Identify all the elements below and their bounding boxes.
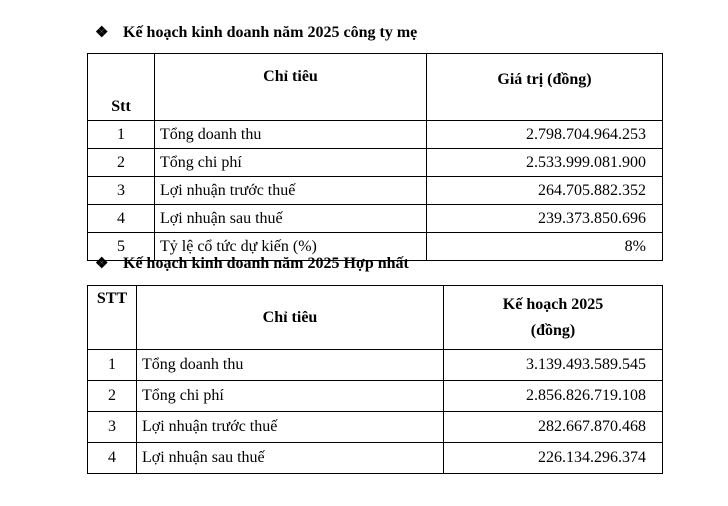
row-value: 2.798.704.964.253 <box>427 121 663 149</box>
parent-company-plan-table <box>87 53 663 261</box>
row-indicator: Lợi nhuận sau thuế <box>137 443 444 474</box>
table-header-row <box>88 54 663 121</box>
column-header-value: Giá trị (đồng) <box>427 54 663 121</box>
row-indicator: Tỷ lệ cổ tức dự kiến (%) <box>155 233 427 261</box>
row-stt: 5 <box>88 233 155 261</box>
row-indicator: Tổng chi phí <box>137 381 444 412</box>
header-line-2: (đồng) <box>530 321 576 339</box>
table-header-row <box>88 286 663 350</box>
column-header-plan-2025 <box>444 286 663 350</box>
row-indicator: Tổng doanh thu <box>155 121 427 149</box>
table-row <box>88 149 663 177</box>
column-header-stt: STT <box>88 286 137 350</box>
table-row <box>88 205 663 233</box>
row-indicator: Lợi nhuận sau thuế <box>155 205 427 233</box>
row-value: 226.134.296.374 <box>444 443 663 474</box>
row-indicator: Lợi nhuận trước thuế <box>137 412 444 443</box>
row-indicator: Tổng doanh thu <box>137 350 444 381</box>
header-line-1: Kế hoạch 2025 <box>502 295 604 313</box>
row-stt: 1 <box>88 350 137 381</box>
table-row <box>88 412 663 443</box>
diamond-bullet-icon: ❖ <box>95 256 109 272</box>
section-heading-consolidated <box>95 254 409 274</box>
row-stt: 2 <box>88 381 137 412</box>
row-stt: 3 <box>88 412 137 443</box>
row-value: 282.667.870.468 <box>444 412 663 443</box>
row-value: 239.373.850.696 <box>427 205 663 233</box>
heading-text: Kế hoạch kinh doanh năm 2025 Hợp nhất <box>123 255 409 272</box>
table-row <box>88 381 663 412</box>
row-value: 8% <box>427 233 663 261</box>
row-indicator: Tổng chi phí <box>155 149 427 177</box>
row-stt: 2 <box>88 149 155 177</box>
consolidated-plan-table <box>87 285 663 474</box>
row-stt: 4 <box>88 443 137 474</box>
section-heading-parent-company <box>95 23 417 43</box>
column-header-stt: Stt <box>88 54 155 121</box>
table-row <box>88 121 663 149</box>
row-stt: 4 <box>88 205 155 233</box>
table-row <box>88 350 663 381</box>
row-value: 2.533.999.081.900 <box>427 149 663 177</box>
diamond-bullet-icon: ❖ <box>95 25 109 41</box>
column-header-indicator: Chỉ tiêu <box>155 54 427 121</box>
table-row <box>88 443 663 474</box>
row-value: 3.139.493.589.545 <box>444 350 663 381</box>
heading-text: Kế hoạch kinh doanh năm 2025 công ty mẹ <box>123 24 418 41</box>
row-value: 264.705.882.352 <box>427 177 663 205</box>
row-stt: 3 <box>88 177 155 205</box>
row-stt: 1 <box>88 121 155 149</box>
column-header-indicator: Chỉ tiêu <box>137 286 444 350</box>
table-row <box>88 177 663 205</box>
row-value: 2.856.826.719.108 <box>444 381 663 412</box>
row-indicator: Lợi nhuận trước thuế <box>155 177 427 205</box>
